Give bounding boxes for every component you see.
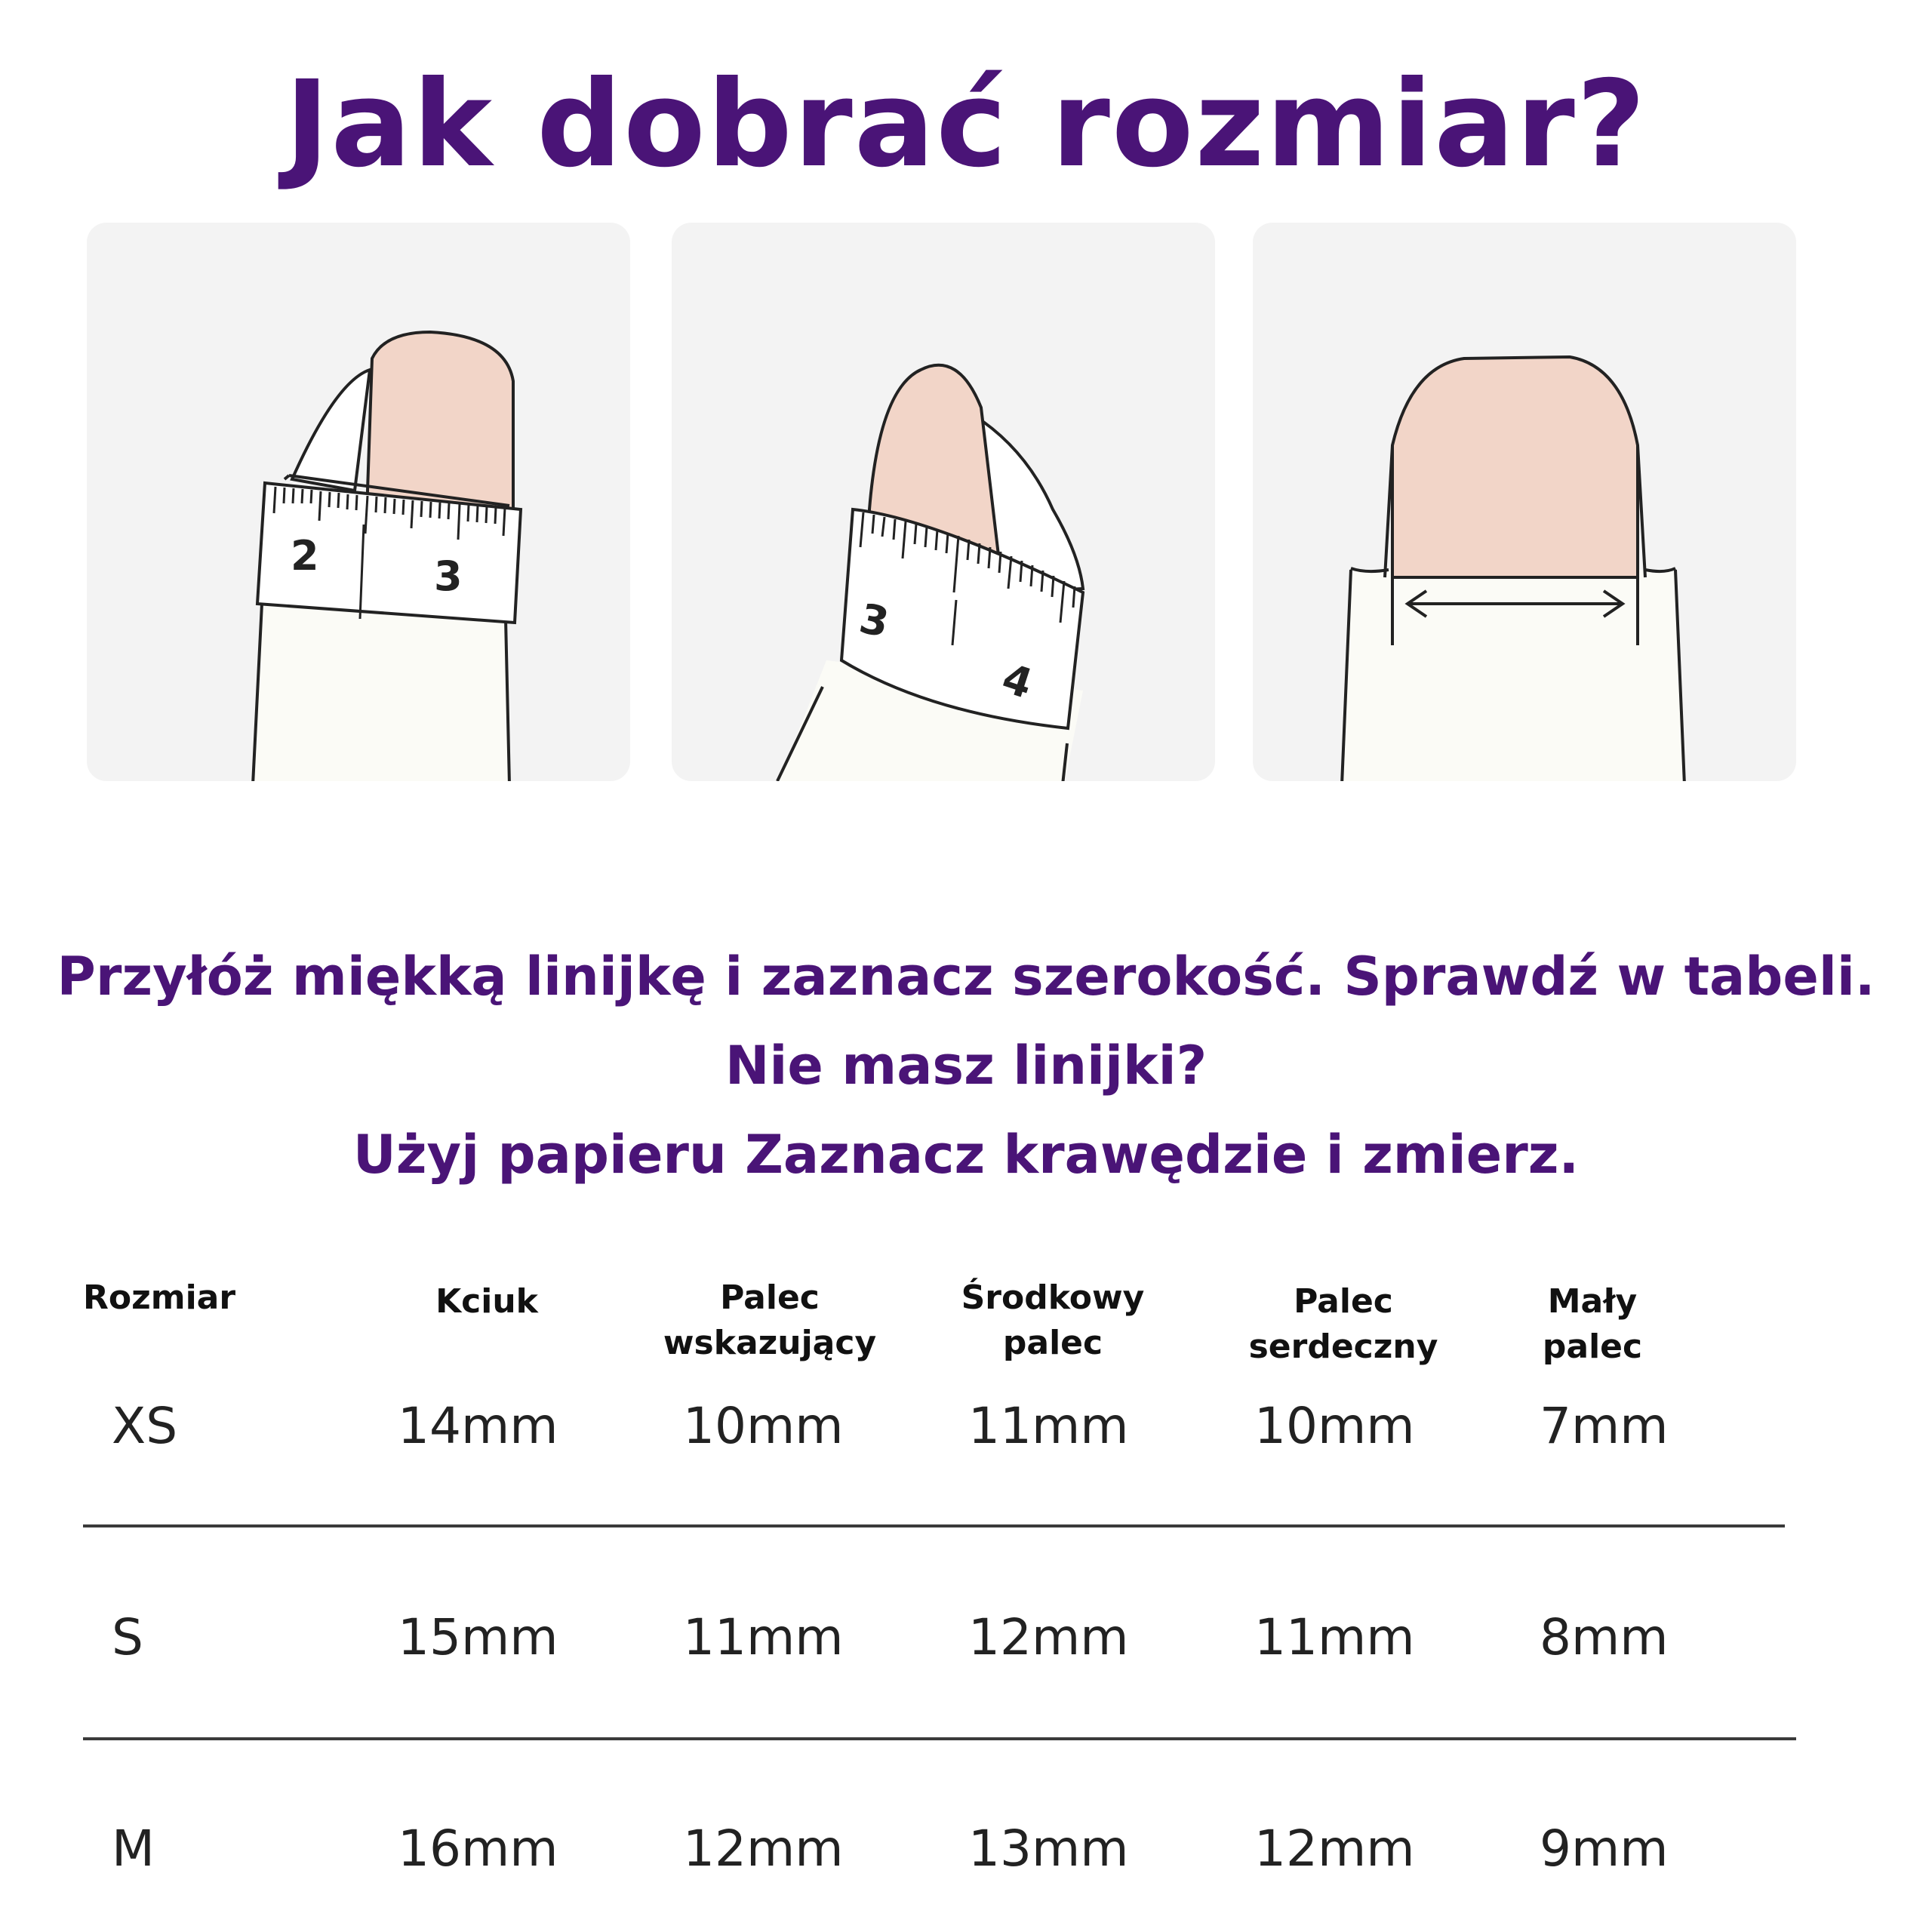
row-divider <box>83 1524 1785 1527</box>
table-cell: 11mm <box>683 1608 844 1666</box>
nail-width-illustration <box>1253 223 1796 781</box>
table-cell: 10mm <box>683 1397 844 1455</box>
ruler-number: 3 <box>855 594 894 647</box>
header-text: Palec <box>720 1278 820 1317</box>
instruction-line: Nie masz linijki? <box>724 1035 1208 1097</box>
table-cell: 8mm <box>1540 1608 1669 1666</box>
table-cell: 12mm <box>968 1608 1129 1666</box>
table-cell: 10mm <box>1254 1397 1415 1455</box>
header-text: Mały <box>1547 1282 1638 1321</box>
ruler-number: 3 <box>434 552 463 600</box>
table-cell: 16mm <box>398 1820 558 1878</box>
table-cell-size: XS <box>112 1397 178 1455</box>
header-ring-finger <box>1230 1279 1457 1370</box>
instruction-line: Użyj papieru Zaznacz krawędzie i zmierz. <box>352 1124 1580 1186</box>
table-cell: 9mm <box>1540 1820 1669 1878</box>
instructions <box>0 932 1932 1199</box>
table-cell: 11mm <box>1254 1608 1415 1666</box>
angled-finger-ruler-illustration <box>672 223 1215 781</box>
illustration-angled-finger-measure <box>672 223 1215 781</box>
thumb-ruler-illustration <box>87 223 630 781</box>
header-index-finger <box>657 1275 883 1366</box>
row-divider <box>83 1737 1796 1740</box>
ruler-number: 2 <box>291 532 319 580</box>
header-text: palec <box>1542 1327 1643 1366</box>
table-cell: 7mm <box>1540 1397 1669 1455</box>
table-cell: 15mm <box>398 1608 558 1666</box>
header-text: wskazujący <box>663 1324 877 1362</box>
table-cell: 12mm <box>683 1820 844 1878</box>
header-text: Palec <box>1294 1282 1393 1321</box>
table-cell: 12mm <box>1254 1820 1415 1878</box>
table-cell-size: M <box>112 1820 155 1878</box>
illustration-thumb-measure <box>87 223 630 781</box>
header-text: Kciuk <box>435 1282 538 1321</box>
table-cell: 11mm <box>968 1397 1129 1455</box>
header-text: palec <box>1002 1324 1103 1362</box>
header-middle-finger <box>940 1275 1166 1366</box>
illustration-nail-width <box>1253 223 1796 781</box>
table-cell-size: S <box>112 1608 143 1666</box>
ruler-number: 4 <box>996 654 1038 709</box>
header-text: serdeczny <box>1248 1327 1438 1366</box>
table-cell: 14mm <box>398 1397 558 1455</box>
header-text: Środkowy <box>961 1278 1145 1317</box>
page-title: Jak dobrać rozmiar? <box>285 55 1647 194</box>
header-text: Rozmiar <box>83 1278 236 1317</box>
header-little-finger <box>1509 1279 1675 1370</box>
table-cell: 13mm <box>968 1820 1129 1878</box>
instruction-line: Przyłóż miękką linijkę i zaznacz szerokość. Sprawdź w tabeli. <box>57 946 1875 1008</box>
header-size <box>83 1275 249 1321</box>
header-thumb <box>404 1279 570 1324</box>
